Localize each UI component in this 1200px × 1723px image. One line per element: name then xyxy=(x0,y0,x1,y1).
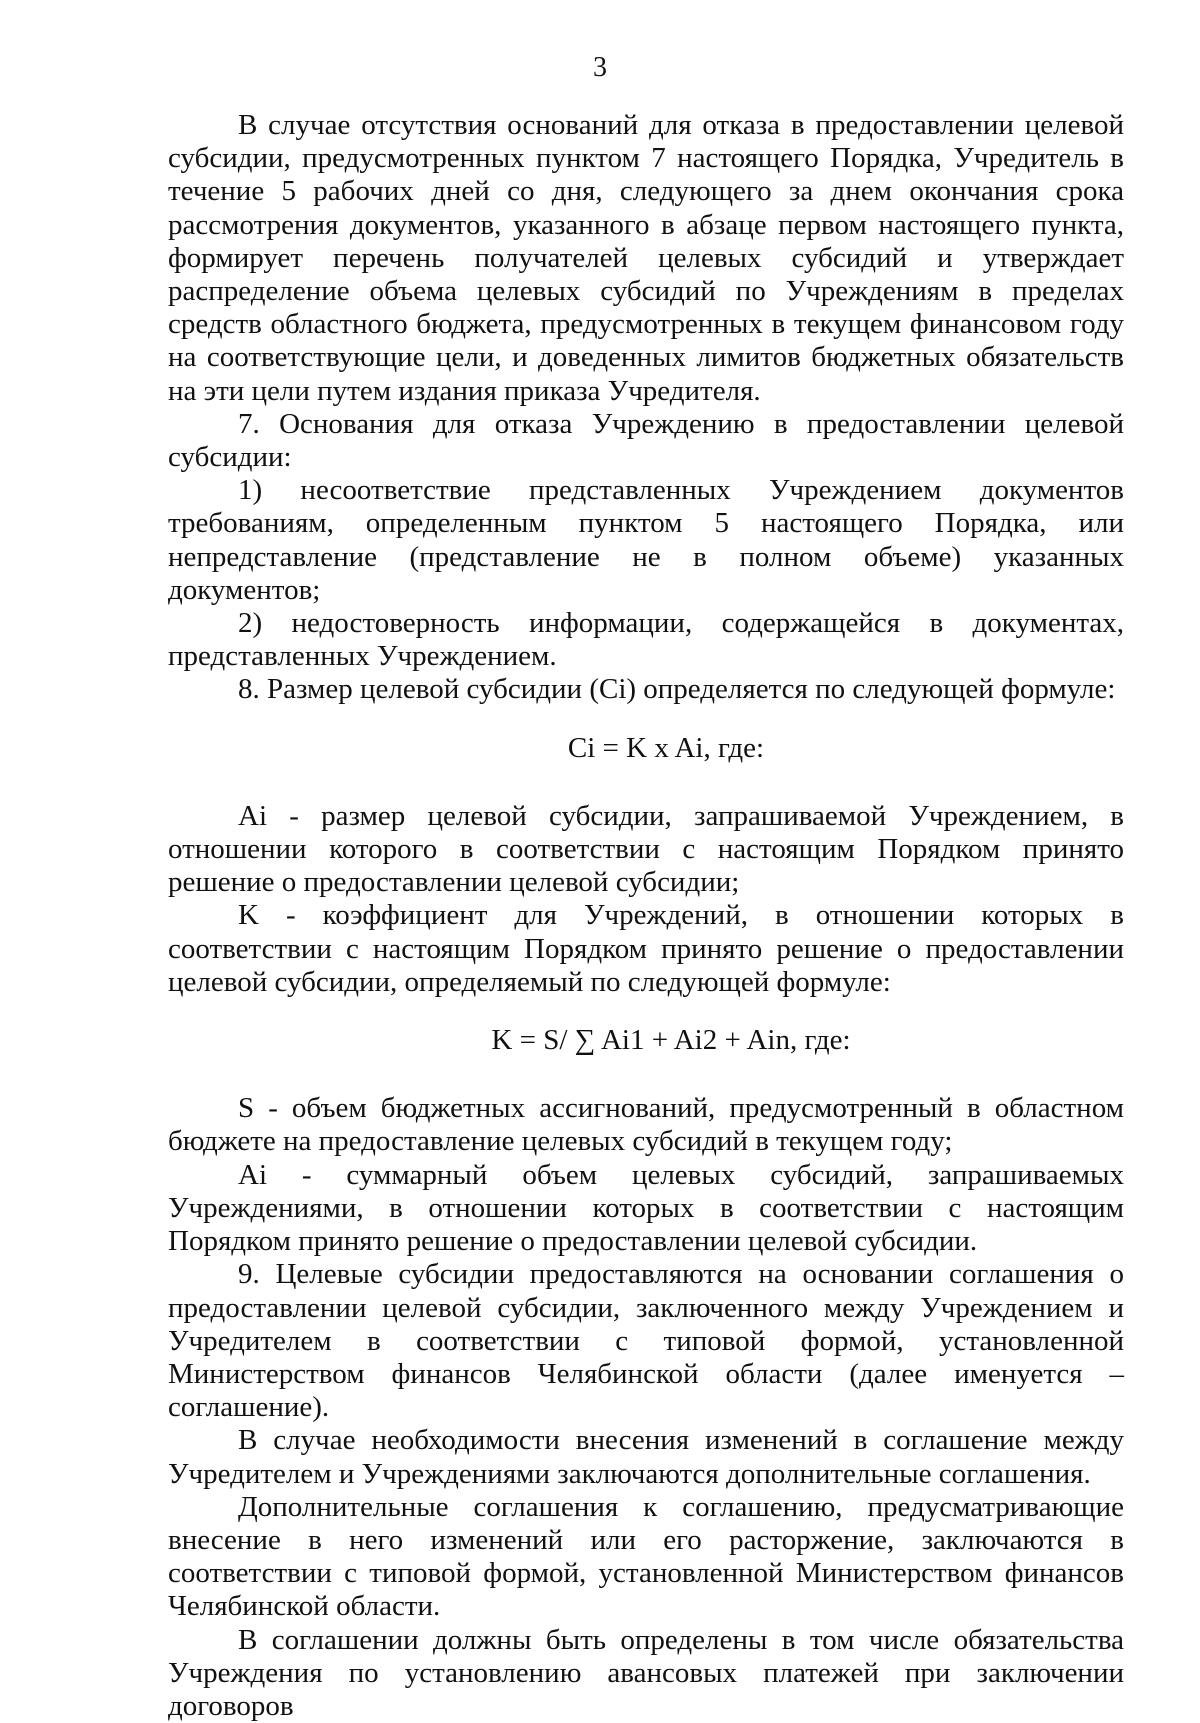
page-number: 3 xyxy=(593,52,607,83)
formula-k: K = S/ ∑ Ai1 + Ai2 + Ain, где: xyxy=(491,1024,851,1057)
paragraph-amendments: В случае необходимости внесения изменений в соглашение между Учредителем и Учреждениями заключаются дополнительные соглашения. xyxy=(168,1424,1124,1490)
paragraph-obligations: В соглашении должны быть определены в том числе обязательства Учреждения по установлению авансовых платежей при заключении договоров xyxy=(168,1623,1124,1722)
document-body xyxy=(168,109,1124,1723)
paragraph-s-definition: S - объем бюджетных ассигнований, предусмотренный в областном бюджете на предоставление целевых субсидий в текущем году; xyxy=(168,1092,1124,1158)
paragraph-item-7-1: 1) несоответствие представленных Учреждением документов требованиям, определенным пунктом 5 настоящего Порядка, или непредставление (представление не в полном объеме) указанных документов; xyxy=(168,474,1124,606)
paragraph-item-7-2: 2) недостоверность информации, содержащейся в документах, представленных Учреждением. xyxy=(168,607,1124,673)
paragraph-additional-agreements: Дополнительные соглашения к соглашению, предусматривающие внесение в него изменений или его расторжение, заключаются в соответствии с типовой формой, установленной Министерством финансов Челябинской области. xyxy=(168,1490,1124,1623)
paragraph-item-9: 9. Целевые субсидии предоставляются на основании соглашения о предоставлении целевой субсидии, заключенного между Учреждением и Учредителем в соответствии с типовой формой, установленной Министерством финансов Челябинской области (далее именуется – соглашение). xyxy=(168,1258,1124,1424)
paragraph-item-8: 8. Размер целевой субсидии (Ci) определяется по следующей формуле: xyxy=(238,673,1116,706)
paragraph-k-definition: K - коэффициент для Учреждений, в отношении которых в соответствии с настоящим Порядком принято решение о предоставлении целевой субсидии, определяемый по следующей формуле: xyxy=(168,899,1124,998)
formula-ci: Ci = K x Ai, где: xyxy=(567,731,765,764)
paragraph-ai-sum-definition: Ai - суммарный объем целевых субсидий, запрашиваемых Учреждениями, в отношении которых в соответствии с настоящим Порядком принято решение о предоставлении целевой субсидии. xyxy=(168,1158,1124,1258)
paragraph-item-7: 7. Основания для отказа Учреждению в предоставлении целевой субсидии: xyxy=(168,407,1124,474)
paragraph-ai-definition: Ai - размер целевой субсидии, запрашиваемой Учреждением, в отношении которого в соответствии с настоящим Порядком принято решение о предоставлении целевой субсидии; xyxy=(168,799,1124,899)
paragraph-distribution: В случае отсутствия оснований для отказа в предоставлении целевой субсидии, предусмотренных пунктом 7 настоящего Порядка, Учредитель в течение 5 рабочих дней со дня, следующего за днем окончания срока рассмотрения документов, указанного в абзаце первом настоящего пункта, формирует перечень получателей целевых субсидий и утверждает распределение объема целевых субсидий по Учреждениям в пределах средств областного бюджета, предусмотренных в текущем финансовом году на соответствующие цели, и доведенных лимитов бюджетных обязательств на эти цели путем издания приказа Учредителя. xyxy=(168,109,1124,407)
